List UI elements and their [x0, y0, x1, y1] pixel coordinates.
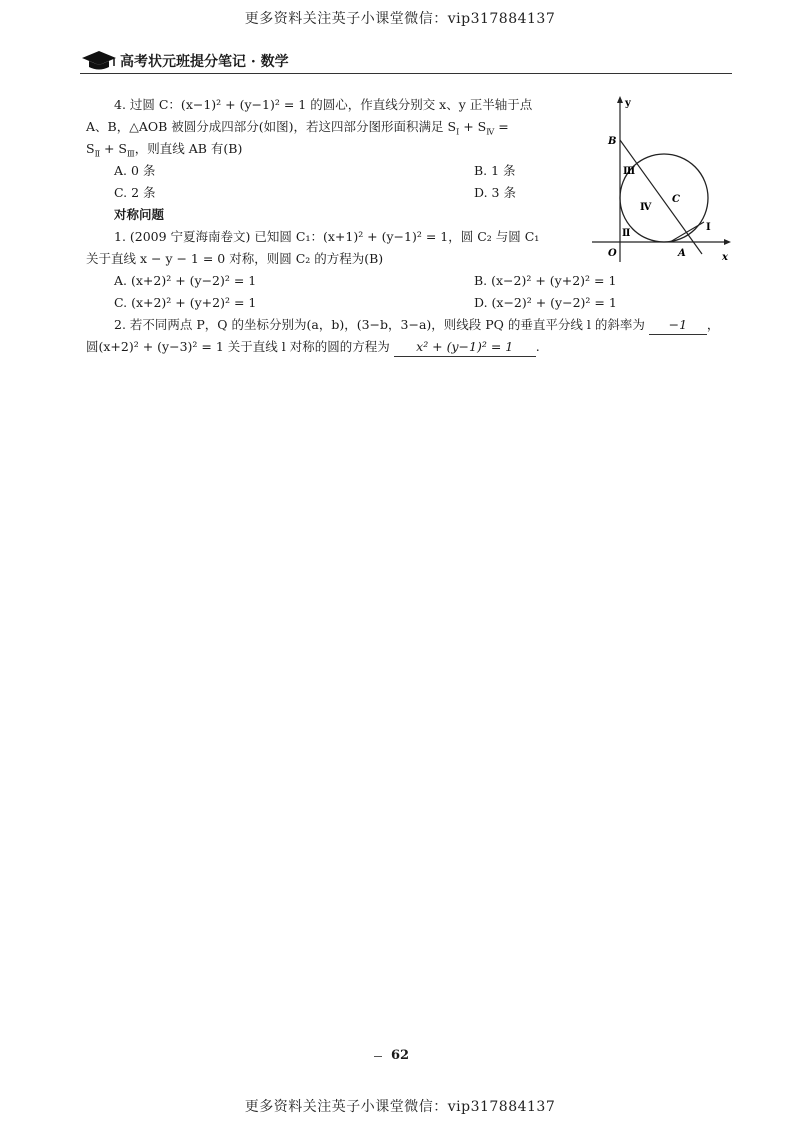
problem1-option-b: B. (x−2)² + (y+2)² = 1: [474, 273, 617, 288]
page-number: 62: [390, 1048, 410, 1063]
label-region-3: Ⅲ: [623, 166, 636, 177]
label-a: A: [678, 248, 686, 259]
geometry-figure: [592, 94, 732, 266]
watermark-top: 更多资料关注英子小课堂微信：vip317884137: [244, 11, 556, 27]
problem1-line2: 关于直线 x − y − 1 = 0 对称，则圆 C₂ 的方程为(B): [86, 251, 384, 266]
label-x: x: [722, 252, 728, 263]
header-title: 高考状元班提分笔记 · 数学: [120, 54, 289, 70]
label-c: C: [672, 194, 680, 205]
problem1-option-d: D. (x−2)² + (y−2)² = 1: [474, 295, 617, 310]
line-ab: [620, 140, 702, 254]
problem1-option-a: A. (x+2)² + (y−2)² = 1: [114, 273, 257, 288]
problem2-line2: 圆(x+2)² + (y−3)² = 1 关于直线 l 对称的圆的方程为 x² + (y−1)² = 1 .: [86, 338, 540, 357]
section-title: 对称问题: [114, 207, 165, 222]
label-b: B: [608, 136, 617, 147]
problem4-line3: $S_Ⅱ + S_Ⅲ$，则直线 AB 有(B): [86, 141, 243, 159]
problem4-line1: 4. 过圆 C：(x−1)² + (y−1)² = 1 的圆心，作直线分别交 x、y 正半轴于点: [114, 97, 533, 112]
x-axis-arrow-icon: [724, 239, 731, 245]
problem1-line1: 1. (2009 宁夏海南卷文) 已知圆 C₁：(x+1)² + (y−1)² = 1，圆 C₂ 与圆 C₁: [114, 229, 540, 244]
problem2-answer1: −1: [649, 316, 707, 335]
line-l: [670, 222, 704, 242]
problem4-option-b: B. 1 条: [474, 163, 516, 178]
label-region-1: Ⅰ: [706, 222, 711, 233]
watermark-bottom: 更多资料关注英子小课堂微信：vip317884137: [244, 1099, 556, 1115]
graduation-cap-icon: [80, 48, 118, 72]
label-o: O: [608, 248, 617, 259]
page-header: [80, 46, 720, 72]
label-region-2: Ⅱ: [622, 228, 631, 239]
header-rule: [80, 73, 732, 74]
y-axis-arrow-icon: [617, 96, 623, 103]
problem4-line2: A、B，△AOB 被圆分成四部分(如图)，若这四部分图形面积满足 $S_Ⅰ + S_Ⅳ$ =: [86, 119, 509, 137]
problem1-option-c: C. (x+2)² + (y+2)² = 1: [114, 295, 257, 310]
problem2-line1: 2. 若不同两点 P，Q 的坐标分别为(a，b)，(3−b，3−a)，则线段 PQ 的垂直平分线 l 的斜率为 −1 ，: [114, 316, 719, 335]
problem4-option-a: A. 0 条: [114, 163, 156, 178]
problem2-answer2: x² + (y−1)² = 1: [394, 338, 536, 357]
problem4-option-d: D. 3 条: [474, 185, 516, 200]
problem4-option-c: C. 2 条: [114, 185, 156, 200]
label-y: y: [625, 98, 631, 109]
label-region-4: Ⅳ: [640, 202, 652, 213]
